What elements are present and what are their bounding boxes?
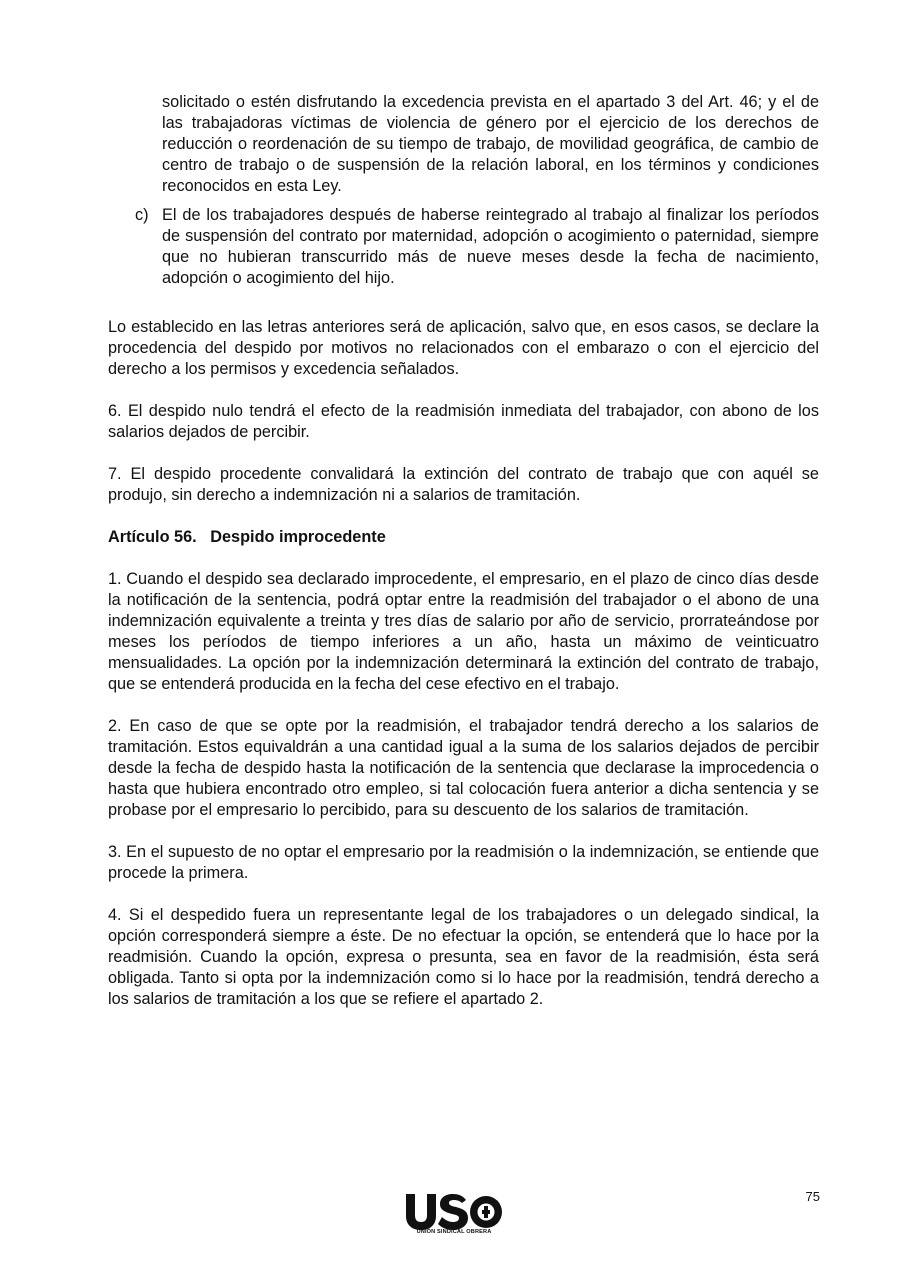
logo-caption: UNIÓN SINDICAL OBRERA [416, 1229, 492, 1235]
paragraph: Lo establecido en las letras anteriores será de aplicación, salvo que, en esos casos, se declare la procedencia del despido por motivos no relacionados con el embarazo o con el ejercicio del derecho a los permisos y excedencia señalados. [108, 318, 819, 378]
paragraph: 6. El despido nulo tendrá el efecto de la readmisión inmediata del trabajador, con abono de los salarios dejados de percibir. [108, 402, 819, 441]
paragraph: 7. El despido procedente convalidará la extinción del contrato de trabajo que con aquél se produjo, sin derecho a indemnización ni a salarios de tramitación. [108, 465, 819, 504]
list-item-text: El de los trabajadores después de haberse reintegrado al trabajo al finalizar los períodos de suspensión del contrato por maternidad, adopción o acogimiento o paternidad, siempre que no hubieran transcurrido más de nueve meses desde la fecha de nacimiento, adopción o acogimiento del hijo. [162, 206, 819, 287]
continuation-paragraph: solicitado o estén disfrutando la excedencia prevista en el apartado 3 del Art. 46; y el de las trabajadoras víctimas de violencia de género por el ejercicio de los derechos de reducción o reordenación de su tiempo de trabajo, de movilidad geográfica, de cambio de centro de trabajo o de suspensión de la relación laboral, en los términos y condiciones reconocidos en esta Ley. [162, 93, 819, 195]
article-paragraph: 1. Cuando el despido sea declarado improcedente, el empresario, en el plazo de cinco días desde la notificación de la sentencia, podrá optar entre la readmisión del trabajador o el abono de una indemnización equivalente a treinta y tres días de salario por año de servicio, prorrateándose por meses los períodos de tiempo inferiores a un año, hasta un máximo de veinticuatro mensualidades. La opción por la indemnización determinará la extinción del contrato de trabajo, que se entenderá producida en la fecha del cese efectivo en el trabajo. [108, 570, 819, 693]
uso-logo [404, 1190, 504, 1234]
document-body [108, 92, 819, 1010]
list-item-c [108, 205, 819, 289]
article-paragraph: 2. En caso de que se opte por la readmisión, el trabajador tendrá derecho a los salarios de tramitación. Estos equivaldrán a una cantidad igual a la suma de los salarios dejados de percibir desde la fecha de despido hasta la notificación de la sentencia que declarase la improcedencia o hasta que hubiera encontrado otro empleo, si tal colocación fuera anterior a dicha sentencia y se probase por el empresario lo percibido, para su descuento de los salarios de tramitación. [108, 717, 819, 819]
list-marker: c) [135, 206, 149, 224]
article-paragraph: 3. En el supuesto de no optar el empresario por la readmisión o la indemnización, se entiende que procede la primera. [108, 843, 819, 882]
article-heading: Artículo 56. Despido improcedente [108, 528, 386, 546]
page-number: 75 [805, 1189, 820, 1204]
article-paragraph: 4. Si el despedido fuera un representante legal de los trabajadores o un delegado sindical, la opción corresponderá siempre a éste. De no efectuar la opción, se entenderá que lo hace por la readmisión. Cuando la opción, expresa o presunta, sea en favor de la readmisión, ésta será obligada. Tanto si opta por la indemnización como si lo hace por la readmisión, tendrá derecho a los salarios de tramitación a los que se refiere el apartado 2. [108, 906, 819, 1008]
